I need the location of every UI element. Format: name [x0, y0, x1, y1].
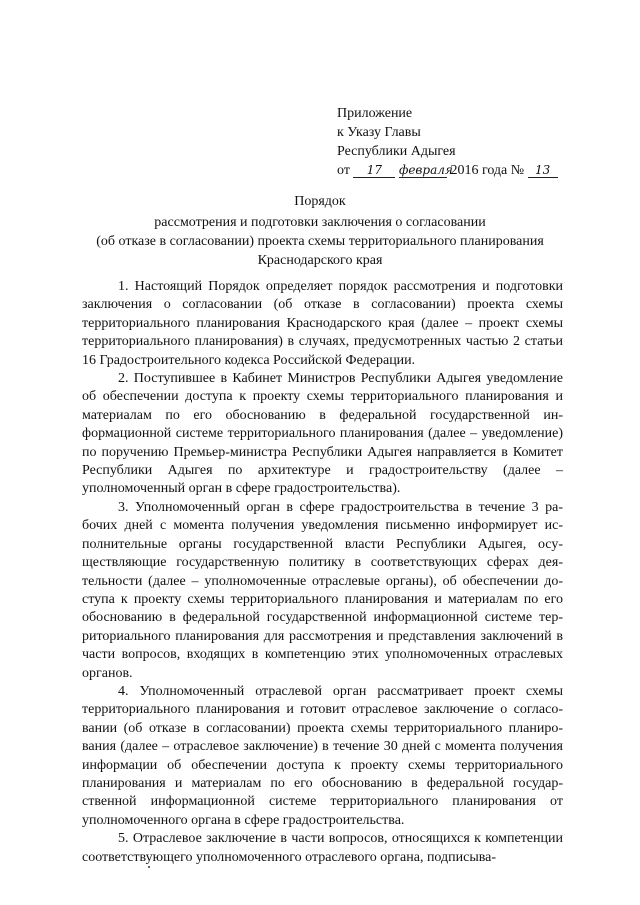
- appendix-label: Приложение: [337, 106, 413, 121]
- heading-line-2: (об отказе в согласовании) проекта схемы территориального планирования: [96, 234, 544, 249]
- heading-line-3: Краснодарского края: [257, 253, 383, 268]
- document-heading: [60, 192, 580, 270]
- paragraph-3: 3. Уполномоченный орган в сфере градостроительства в течение 3 рабочих дней с момента получения уведомления письменно информирует исполнительные органы государственной власти Республики Адыгея, осуществляющие государственную политику в соответствующих сферах деятельности (далее – уполномоченные отраслевые органы), об обеспечении доступа к проекту схемы территориального планирования и материалам по его обоснованию в федеральной государственной информационной системе территориального планирования для рассмотрения и представления заключений в части вопросов, входящих в компетенцию этих уполномоченных отраслевых органов.: [82, 499, 563, 681]
- appendix-decree: к Указу Главы: [337, 125, 421, 140]
- appendix-block: [337, 104, 597, 180]
- date-month: февраля: [398, 163, 453, 177]
- date-prefix: от: [337, 163, 350, 178]
- document-body: [82, 278, 563, 867]
- appendix-date-line: [337, 161, 597, 180]
- appendix-republic: Республики Адыгея: [337, 144, 456, 159]
- decree-number: 13: [528, 163, 558, 178]
- paragraph-1: 1. Настоящий Порядок определяет порядок рассмотрения и подготовки заключения о согласовании (об отказе в согласовании) проекта схемы территориального планирования Краснодарского края (далее – проект схемы территориального планирования) в случаях, предусмотренных частью 2 статьи 16 Градостроительного кодекса Российской Федерации.: [82, 279, 563, 368]
- heading-title: Порядок: [294, 194, 346, 209]
- heading-line-1: рассмотрения и подготовки заключения о согласовании: [154, 215, 486, 230]
- paragraph-4: 4. Уполномоченный отраслевой орган рассматривает проект схемы территориального планирования и готовит отраслевое заключение о согласовании (об отказе в согласовании) проекта схемы территориального планирования (далее – отраслевое заключение) в течение 30 дней с момента получения информации об обеспечении доступа к проекту схемы территориального планирования и материалам по его обоснованию в федеральной государственной информационной системе территориального планирования от уполномоченного органа в сфере градостроительства.: [82, 683, 563, 828]
- scan-speck: [148, 866, 150, 868]
- paragraph-5: 5. Отраслевое заключение в части вопросов, относящихся к компетенции соответствующего уполномоченного отраслевого органа, подписыва-: [82, 831, 563, 865]
- paragraph-2: 2. Поступившее в Кабинет Министров Республики Адыгея уведомление об обеспечении доступа к проекту схемы территориального планирования и материалам по его обоснованию в федеральной государственной информационной системе территориального планирования (далее – уведомление) по поручению Премьер-министра Республики Адыгея направляется в Комитет Республики Адыгея по архитектуре и градостроительству (далее – уполномоченный орган в сфере градостроительства).: [82, 371, 563, 497]
- date-day: 17: [353, 163, 395, 178]
- date-year: 2016 года №: [450, 163, 525, 178]
